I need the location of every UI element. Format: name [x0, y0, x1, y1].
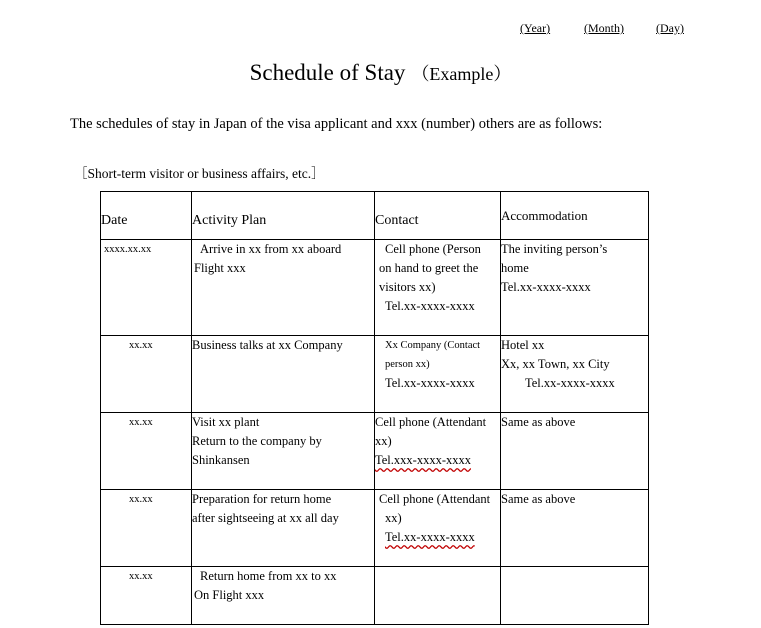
intro-text: The schedules of stay in Japan of the visa applicant and xxx (number) others are as follows:: [70, 116, 603, 132]
row-activity: Preparation for return home after sightseeing at xx all day: [192, 490, 375, 567]
row-contact: Cell phone (Attendant xx) Tel.xxx-xxxx-xxxx: [375, 413, 501, 490]
row-activity: Arrive in xx from xx aboard Flight xxx: [192, 240, 375, 336]
row-contact: [375, 567, 501, 625]
row-accommodation: Same as above: [501, 413, 649, 490]
row-date: xx.xx: [101, 413, 192, 490]
row-date: xx.xx: [101, 490, 192, 567]
row-accommodation: Hotel xx Xx, xx Town, xx City Tel.xx-xxxx-xxxx: [501, 336, 649, 413]
header-activity: Activity Plan: [192, 192, 375, 240]
table-row: [101, 567, 649, 625]
table-header-row: [101, 192, 649, 240]
title-sub: （Example）: [411, 64, 512, 84]
row-contact: Cell phone (Person on hand to greet the visitors xx) Tel.xx-xxxx-xxxx: [375, 240, 501, 336]
table-row: [101, 240, 649, 336]
year-field: (Year): [520, 21, 551, 35]
row-accommodation: Same as above: [501, 490, 649, 567]
header-contact: Contact: [375, 192, 501, 240]
category-label: ［Short-term visitor or business affairs, etc.］: [74, 166, 325, 181]
title-main: Schedule of Stay: [249, 60, 406, 85]
document-title: [0, 60, 761, 86]
schedule-table: [100, 191, 649, 625]
row-date: xx.xx: [101, 336, 192, 413]
table-row: [101, 336, 649, 413]
row-date: xx.xx: [101, 567, 192, 625]
header-accommodation: Accommodation: [501, 192, 649, 240]
row-accommodation: [501, 567, 649, 625]
row-contact: Xx Company (Contact person xx) Tel.xx-xxxx-xxxx: [375, 336, 501, 413]
row-accommodation: The inviting person’s home Tel.xx-xxxx-xxxx: [501, 240, 649, 336]
table-row: [101, 490, 649, 567]
table-row: [101, 413, 649, 490]
row-contact: Cell phone (Attendant xx) Tel.xx-xxxx-xxxx: [375, 490, 501, 567]
row-activity: Visit xx plant Return to the company by Shinkansen: [192, 413, 375, 490]
row-date: xxxx.xx.xx: [101, 240, 192, 336]
date-fields: [520, 21, 684, 36]
month-field: (Month): [584, 21, 624, 35]
row-activity: Return home from xx to xx On Flight xxx: [192, 567, 375, 625]
header-date: Date: [101, 192, 192, 240]
row-activity: Business talks at xx Company: [192, 336, 375, 413]
day-field: (Day): [656, 21, 684, 35]
